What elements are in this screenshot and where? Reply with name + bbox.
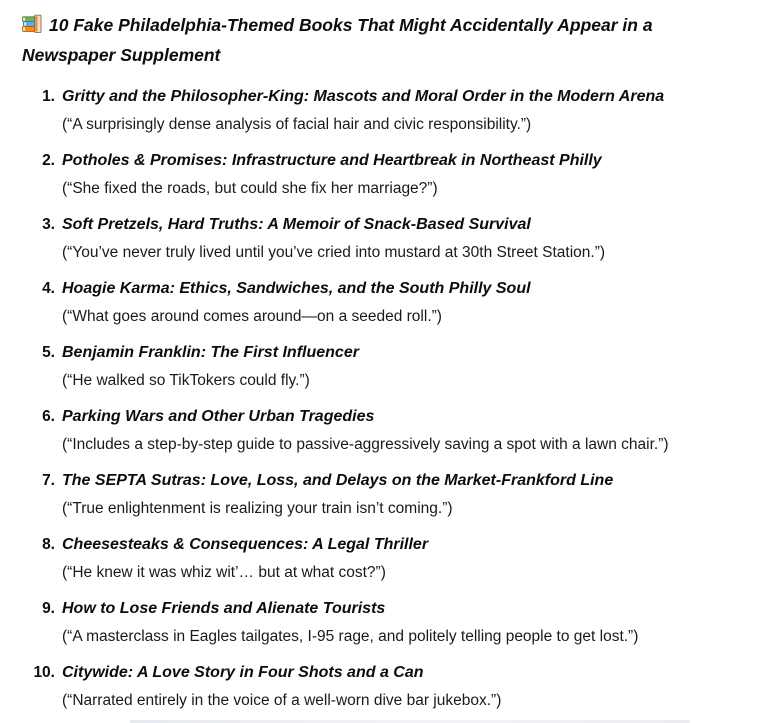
book-title: Potholes & Promises: Infrastructure and Heartbreak in Northeast Philly: [62, 152, 602, 169]
book-quote: (“Includes a step-by-step guide to passive-aggressively saving a spot with a lawn chair.”): [62, 436, 669, 453]
list-item: [22, 531, 751, 587]
list-item: [22, 147, 751, 203]
list-item: [22, 211, 751, 267]
item-number: 6.: [42, 408, 55, 425]
books-emoji-icon: [22, 13, 42, 33]
book-title: How to Lose Friends and Alienate Tourists: [62, 600, 386, 617]
book-title: Soft Pretzels, Hard Truths: A Memoir of Snack-Based Survival: [62, 216, 531, 233]
item-number: 4.: [42, 280, 55, 297]
book-title: Gritty and the Philosopher-King: Mascots and Moral Order in the Modern Arena: [62, 88, 665, 105]
item-number: 3.: [42, 216, 55, 233]
item-number: 10.: [33, 664, 55, 681]
book-title: Hoagie Karma: Ethics, Sandwiches, and the South Philly Soul: [62, 280, 531, 297]
book-title: Parking Wars and Other Urban Tragedies: [62, 408, 375, 425]
item-number: 9.: [42, 600, 55, 617]
item-number: 2.: [42, 152, 55, 169]
list-item: [22, 403, 751, 459]
item-number: 1.: [42, 88, 55, 105]
page-title: [22, 10, 738, 70]
book-quote: (“A masterclass in Eagles tailgates, I-95 rage, and politely telling people to get lost.”): [62, 628, 639, 645]
book-quote: (“He walked so TikTokers could fly.”): [62, 372, 310, 389]
book-quote: (“True enlightenment is realizing your train isn’t coming.”): [62, 500, 453, 517]
list-item: [22, 83, 751, 139]
book-quote: (“She fixed the roads, but could she fix her marriage?”): [62, 180, 438, 197]
list-item: [22, 339, 751, 395]
item-number: 7.: [42, 472, 55, 489]
book-title: Cheesesteaks & Consequences: A Legal Thriller: [62, 536, 429, 553]
item-number: 8.: [42, 536, 55, 553]
list-item: [22, 275, 751, 331]
page-title-text: 10 Fake Philadelphia-Themed Books That Might Accidentally Appear in a Newspaper Supplement: [22, 15, 653, 65]
book-title: Citywide: A Love Story in Four Shots and a Can: [62, 664, 424, 681]
book-list: [22, 83, 751, 715]
book-quote: (“He knew it was whiz wit’… but at what cost?”): [62, 564, 386, 581]
book-quote: (“You’ve never truly lived until you’ve cried into mustard at 30th Street Station.”): [62, 244, 606, 261]
book-title: Benjamin Franklin: The First Influencer: [62, 344, 359, 361]
book-quote: (“Narrated entirely in the voice of a well-worn dive bar jukebox.”): [62, 692, 502, 709]
list-item: [22, 659, 751, 715]
book-title: The SEPTA Sutras: Love, Loss, and Delays on the Market-Frankford Line: [62, 472, 614, 489]
list-item: [22, 467, 751, 523]
item-number: 5.: [42, 344, 55, 361]
book-quote: (“What goes around comes around—on a seeded roll.”): [62, 308, 442, 325]
list-item: [22, 595, 751, 651]
book-quote: (“A surprisingly dense analysis of facial hair and civic responsibility.”): [62, 116, 532, 133]
